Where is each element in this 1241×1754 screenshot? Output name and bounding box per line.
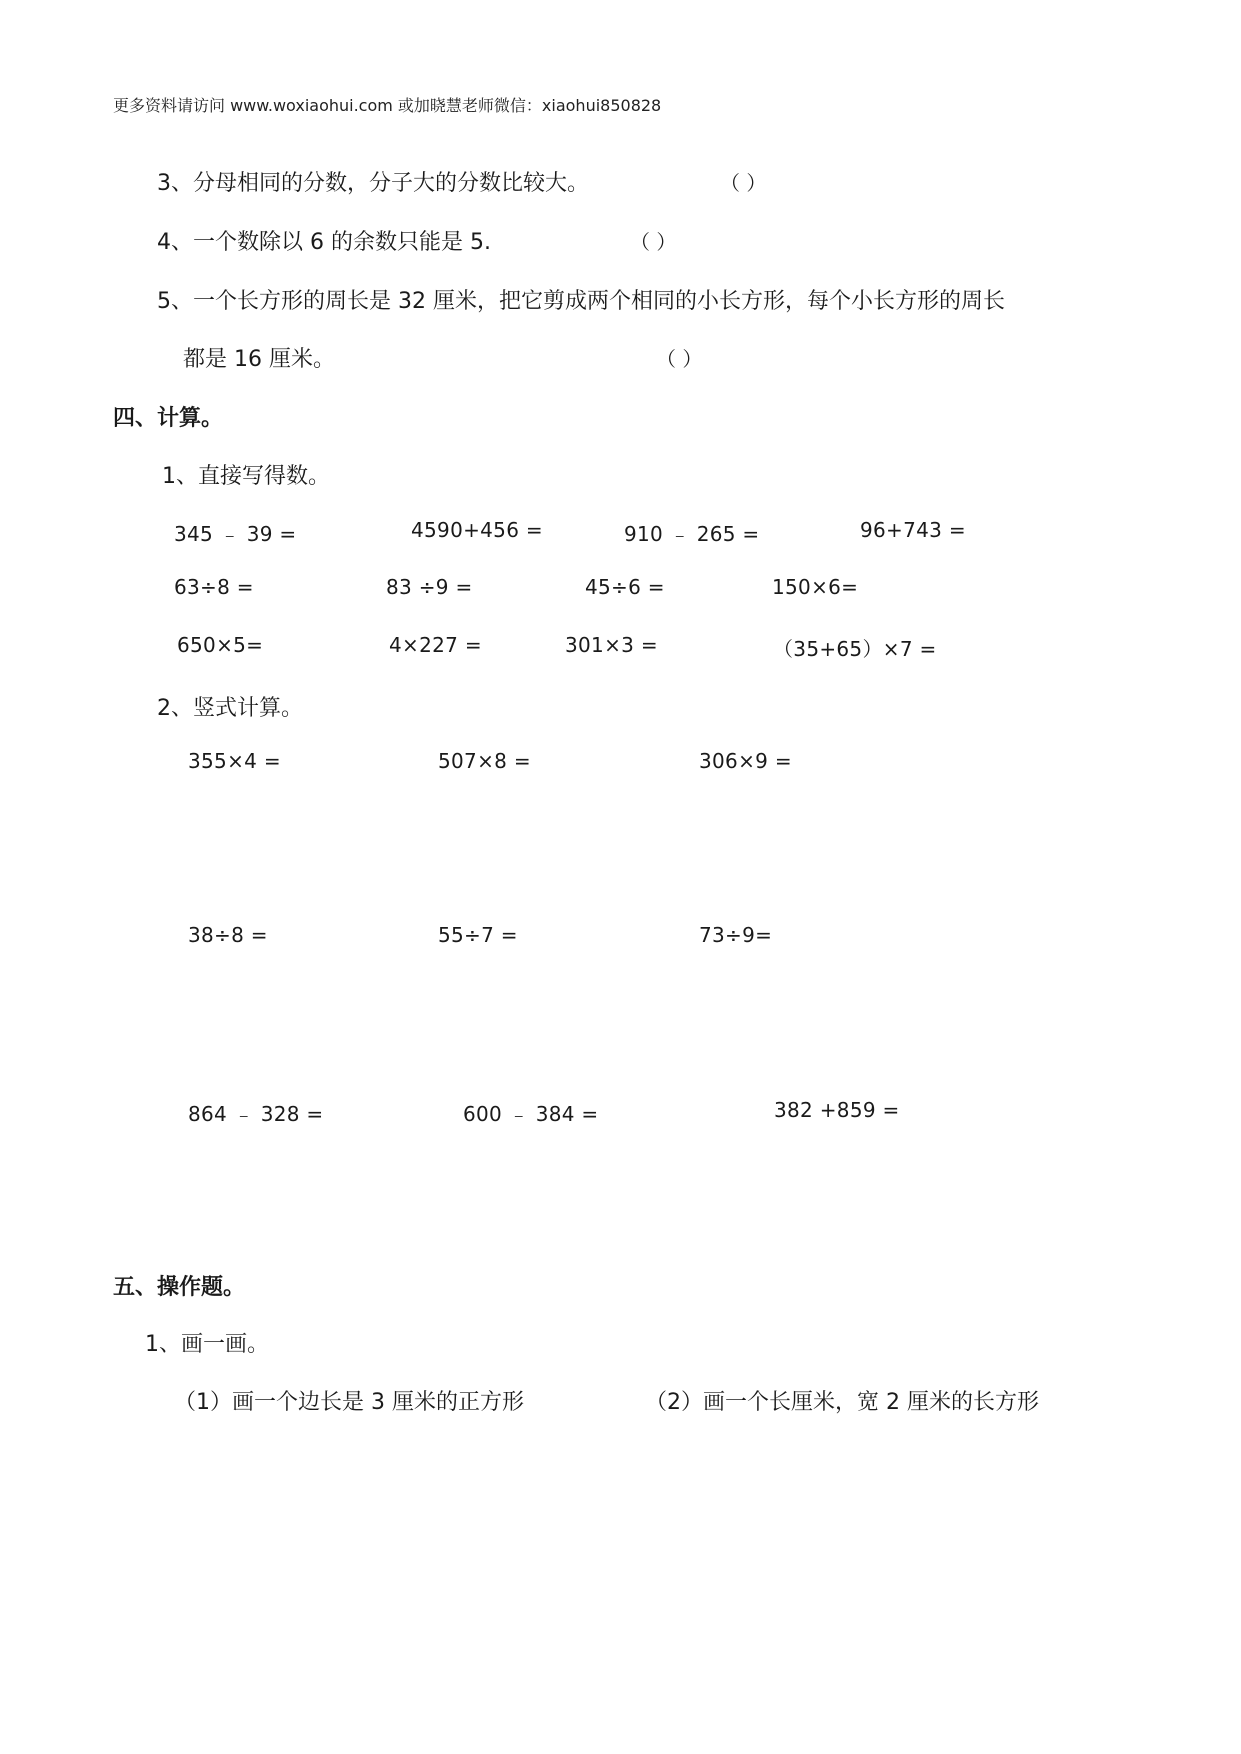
section4-part2-title: 2、竖式计算。 — [157, 696, 303, 721]
mental-math-item[interactable]: 83 ÷9 = — [386, 575, 473, 599]
draw-task-rectangle: （2）画一个长厘米，宽 2 厘米的长方形 — [645, 1390, 1039, 1415]
mental-math-item[interactable]: 910 ﹣ 265 = — [624, 522, 760, 546]
mental-math-item[interactable]: 63÷8 = — [174, 575, 254, 599]
judgement-q3-blank[interactable]: （ ） — [720, 171, 767, 195]
mental-math-item[interactable]: （35+65）×7 = — [773, 637, 937, 661]
mental-math-item[interactable]: 150×6= — [772, 575, 859, 599]
column-calc-item[interactable]: 864 ﹣ 328 = — [188, 1102, 324, 1126]
judgement-q5-text-line1: 5、一个长方形的周长是 32 厘米，把它剪成两个相同的小长方形，每个小长方形的周长 — [157, 289, 1005, 314]
header-note: 更多资料请访问 www.woxiaohui.com 或加晓慧老师微信：xiaohui850828 — [113, 96, 662, 115]
mental-math-item[interactable]: 96+743 = — [860, 518, 966, 542]
judgement-q5-text-line2: 都是 16 厘米。 — [183, 347, 335, 372]
section5-title: 五、操作题。 — [113, 1275, 246, 1300]
judgement-q4-blank[interactable]: （ ） — [630, 230, 677, 254]
column-calc-item[interactable]: 55÷7 = — [438, 923, 518, 947]
column-calc-item[interactable]: 600 ﹣ 384 = — [463, 1102, 599, 1126]
section4-part1-title: 1、直接写得数。 — [162, 464, 330, 489]
judgement-q4-text: 4、一个数除以 6 的余数只能是 5. — [157, 230, 491, 255]
mental-math-item[interactable]: 4×227 = — [389, 633, 482, 657]
judgement-q5-blank[interactable]: （ ） — [656, 347, 703, 371]
mental-math-item[interactable]: 45÷6 = — [585, 575, 665, 599]
draw-task-square: （1）画一个边长是 3 厘米的正方形 — [174, 1390, 524, 1415]
column-calc-item[interactable]: 355×4 = — [188, 749, 281, 773]
judgement-q3-text: 3、分母相同的分数，分子大的分数比较大。 — [157, 171, 589, 196]
section4-title: 四、计算。 — [113, 406, 224, 431]
mental-math-item[interactable]: 301×3 = — [565, 633, 658, 657]
mental-math-item[interactable]: 4590+456 = — [411, 518, 543, 542]
column-calc-item[interactable]: 306×9 = — [699, 749, 792, 773]
column-calc-item[interactable]: 73÷9= — [699, 923, 773, 947]
mental-math-item[interactable]: 650×5= — [177, 633, 264, 657]
column-calc-item[interactable]: 382 +859 = — [774, 1098, 900, 1122]
column-calc-item[interactable]: 507×8 = — [438, 749, 531, 773]
section5-part1-title: 1、画一画。 — [145, 1332, 269, 1357]
mental-math-item[interactable]: 345 ﹣ 39 = — [174, 522, 297, 546]
column-calc-item[interactable]: 38÷8 = — [188, 923, 268, 947]
